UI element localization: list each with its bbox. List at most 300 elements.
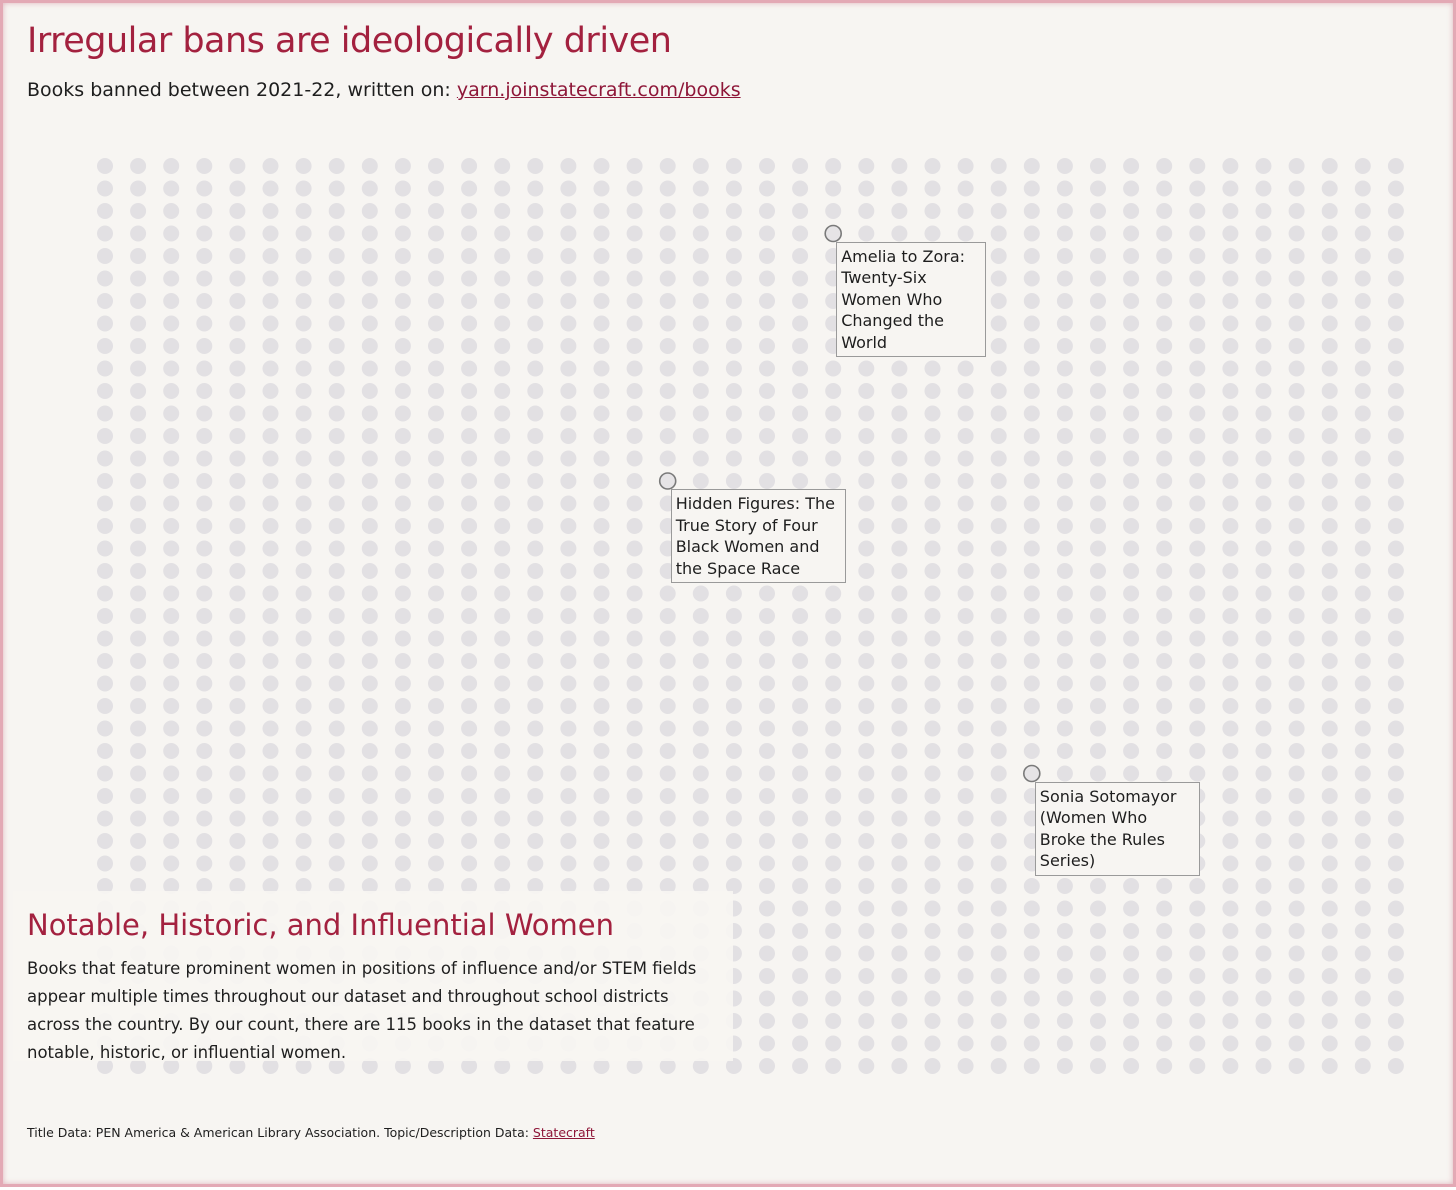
book-dot (163, 608, 179, 624)
book-dot (693, 316, 709, 332)
book-dot (925, 451, 941, 467)
book-dot (163, 766, 179, 782)
book-dot (395, 473, 411, 489)
book-dot (1024, 496, 1040, 512)
book-dot (1156, 946, 1172, 962)
book-dot (1388, 563, 1404, 579)
book-dot (925, 608, 941, 624)
book-dot (825, 361, 841, 377)
book-dot (97, 338, 113, 354)
book-dot (627, 698, 643, 714)
book-dot (395, 856, 411, 872)
book-dot (1156, 473, 1172, 489)
book-dot (1355, 586, 1371, 602)
book-dot (693, 653, 709, 669)
book-dot (825, 653, 841, 669)
book-dot (1123, 653, 1139, 669)
book-dot (362, 833, 378, 849)
book-dot (726, 586, 742, 602)
book-dot (395, 608, 411, 624)
book-dot (991, 518, 1007, 534)
book-dot (759, 923, 775, 939)
book-dot (1189, 563, 1205, 579)
book-dot (627, 316, 643, 332)
book-dot (1322, 811, 1338, 827)
book-dot (858, 631, 874, 647)
book-dot (1322, 406, 1338, 422)
book-dot (1156, 428, 1172, 444)
book-dot (494, 563, 510, 579)
book-dot (825, 158, 841, 174)
book-dot (229, 181, 245, 197)
book-dot (130, 181, 146, 197)
book-dot (362, 698, 378, 714)
book-dot (825, 406, 841, 422)
book-dot (1322, 901, 1338, 917)
book-dot (329, 383, 345, 399)
book-dot (1322, 518, 1338, 534)
book-dot (395, 181, 411, 197)
book-dot (1090, 946, 1106, 962)
book-dot (1256, 338, 1272, 354)
book-dot (263, 383, 279, 399)
book-dot (693, 631, 709, 647)
book-dot (660, 698, 676, 714)
book-dot (494, 361, 510, 377)
book-dot (163, 181, 179, 197)
book-dot (1090, 496, 1106, 512)
book-dot (1355, 721, 1371, 737)
book-dot (1289, 473, 1305, 489)
book-dot (395, 226, 411, 242)
book-dot (130, 248, 146, 264)
book-dot (527, 181, 543, 197)
book-dot (991, 811, 1007, 827)
book-dot (494, 316, 510, 332)
book-dot (1057, 923, 1073, 939)
book-dot (925, 968, 941, 984)
book-annotation: Hidden Figures: The True Story of Four Black Women and the Space Race (671, 489, 846, 583)
book-dot (263, 833, 279, 849)
book-dot (1355, 473, 1371, 489)
book-dot (1024, 946, 1040, 962)
book-dot (627, 788, 643, 804)
book-dot (693, 226, 709, 242)
book-dot (229, 316, 245, 332)
book-dot (958, 698, 974, 714)
book-dot (858, 833, 874, 849)
book-dot (560, 743, 576, 759)
book-dot (97, 608, 113, 624)
book-dot (1123, 923, 1139, 939)
book-dot (329, 518, 345, 534)
book-dot (958, 856, 974, 872)
book-dot (858, 653, 874, 669)
book-dot (229, 361, 245, 377)
book-dot (329, 788, 345, 804)
book-dot (163, 518, 179, 534)
book-dot (1156, 1036, 1172, 1052)
book-dot (759, 968, 775, 984)
book-dot (1355, 428, 1371, 444)
book-dot (1256, 428, 1272, 444)
book-dot (1123, 586, 1139, 602)
book-dot (991, 991, 1007, 1007)
book-dot (97, 271, 113, 287)
book-dot (362, 743, 378, 759)
book-dot (1189, 316, 1205, 332)
book-dot (1156, 226, 1172, 242)
book-dot (594, 698, 610, 714)
footer-link[interactable]: Statecraft (532, 1125, 595, 1140)
book-dot (1355, 361, 1371, 377)
book-dot (229, 383, 245, 399)
book-dot (527, 698, 543, 714)
book-dot (296, 518, 312, 534)
book-dot (792, 968, 808, 984)
book-dot (991, 541, 1007, 557)
book-dot (925, 586, 941, 602)
book-dot (1388, 991, 1404, 1007)
book-dot (263, 811, 279, 827)
book-dot (1355, 1058, 1371, 1074)
book-dot (1024, 226, 1040, 242)
book-dot (1156, 698, 1172, 714)
book-dot (229, 586, 245, 602)
book-dot (130, 833, 146, 849)
book-dot (825, 766, 841, 782)
book-dot (263, 473, 279, 489)
book-dot (229, 833, 245, 849)
book-dot (560, 563, 576, 579)
book-dot (726, 428, 742, 444)
book-dot (825, 473, 841, 489)
book-dot (329, 833, 345, 849)
book-dot (991, 653, 1007, 669)
book-dot (1222, 833, 1238, 849)
book-dot (1189, 721, 1205, 737)
book-dot (1189, 743, 1205, 759)
book-dot (1322, 541, 1338, 557)
book-dot (1222, 473, 1238, 489)
book-dot (329, 496, 345, 512)
book-dot (693, 383, 709, 399)
book-dot (163, 293, 179, 309)
book-dot (494, 203, 510, 219)
book-dot (726, 226, 742, 242)
book-dot (1256, 541, 1272, 557)
book-dot (925, 878, 941, 894)
book-dot (428, 563, 444, 579)
book-dot (1222, 383, 1238, 399)
book-dot (527, 586, 543, 602)
book-dot (594, 473, 610, 489)
book-dot (925, 383, 941, 399)
book-dot (958, 743, 974, 759)
book-dot (1355, 833, 1371, 849)
book-dot (1156, 721, 1172, 737)
book-dot (494, 811, 510, 827)
book-dot (1355, 991, 1371, 1007)
book-dot (229, 226, 245, 242)
book-dot (1057, 406, 1073, 422)
book-dot (726, 158, 742, 174)
book-dot (958, 563, 974, 579)
book-dot (660, 631, 676, 647)
book-dot (991, 181, 1007, 197)
book-dot (759, 1036, 775, 1052)
book-dot (527, 338, 543, 354)
book-dot (296, 406, 312, 422)
book-dot (527, 226, 543, 242)
book-dot (1024, 676, 1040, 692)
book-dot (1156, 338, 1172, 354)
book-dot (792, 631, 808, 647)
book-dot (1024, 586, 1040, 602)
book-dot (461, 721, 477, 737)
book-dot (792, 766, 808, 782)
book-dot (1322, 608, 1338, 624)
book-dot (1322, 271, 1338, 287)
book-dot (660, 856, 676, 872)
book-dot (163, 563, 179, 579)
book-dot (858, 406, 874, 422)
book-dot (428, 473, 444, 489)
book-dot (560, 766, 576, 782)
book-dot (1322, 293, 1338, 309)
book-dot (991, 878, 1007, 894)
book-dot (229, 676, 245, 692)
book-dot (1322, 428, 1338, 444)
book-dot (759, 383, 775, 399)
book-dot (991, 293, 1007, 309)
book-dot (1189, 901, 1205, 917)
book-dot (1123, 473, 1139, 489)
book-dot (362, 563, 378, 579)
book-dot (1322, 856, 1338, 872)
book-dot (1189, 518, 1205, 534)
book-dot (428, 361, 444, 377)
book-dot (991, 203, 1007, 219)
book-dot (1289, 541, 1305, 557)
book-dot (362, 766, 378, 782)
book-dot (1222, 968, 1238, 984)
book-dot (759, 586, 775, 602)
book-dot (1189, 473, 1205, 489)
book-dot (560, 293, 576, 309)
book-dot (627, 496, 643, 512)
book-dot (1222, 1013, 1238, 1029)
book-dot (1090, 923, 1106, 939)
book-dot (1123, 901, 1139, 917)
book-dot (1289, 563, 1305, 579)
book-dot (1322, 1058, 1338, 1074)
book-dot (196, 698, 212, 714)
book-dot (395, 338, 411, 354)
book-dot (693, 406, 709, 422)
book-dot (263, 496, 279, 512)
book-dot (229, 631, 245, 647)
book-dot (726, 248, 742, 264)
book-dot (1289, 811, 1305, 827)
book-dot (759, 158, 775, 174)
book-dot (1388, 181, 1404, 197)
book-dot (1123, 631, 1139, 647)
book-dot (1222, 226, 1238, 242)
book-dot (163, 158, 179, 174)
subtitle-link[interactable]: yarn.joinstatecraft.com/books (456, 79, 741, 101)
book-dot (362, 226, 378, 242)
book-dot (1322, 698, 1338, 714)
book-dot (1355, 248, 1371, 264)
book-dot (428, 743, 444, 759)
book-dot (263, 518, 279, 534)
book-dot (130, 653, 146, 669)
book-dot (527, 406, 543, 422)
book-dot (726, 743, 742, 759)
book-dot (329, 406, 345, 422)
book-dot (329, 631, 345, 647)
book-dot (1024, 608, 1040, 624)
book-dot (1123, 496, 1139, 512)
book-dot (825, 721, 841, 737)
book-dot (1355, 451, 1371, 467)
book-dot (627, 203, 643, 219)
book-dot (891, 203, 907, 219)
book-dot (296, 451, 312, 467)
book-dot (1222, 271, 1238, 287)
book-dot (958, 473, 974, 489)
book-dot (494, 698, 510, 714)
book-dot (494, 338, 510, 354)
book-dot (263, 721, 279, 737)
book-dot (925, 901, 941, 917)
book-dot (759, 248, 775, 264)
book-dot (858, 203, 874, 219)
book-dot (891, 428, 907, 444)
book-dot (925, 428, 941, 444)
book-dot (1156, 1013, 1172, 1029)
footer-text: Title Data: PEN America & American Library Association. Topic/Description Data: (27, 1125, 533, 1140)
book-dot (594, 653, 610, 669)
book-dot (296, 181, 312, 197)
book-dot (825, 451, 841, 467)
book-dot (97, 856, 113, 872)
book-dot (1322, 923, 1338, 939)
book-dot (97, 496, 113, 512)
book-dot (1057, 383, 1073, 399)
book-dot (196, 811, 212, 827)
book-dot (627, 541, 643, 557)
book-dot (395, 631, 411, 647)
book-dot (329, 316, 345, 332)
book-dot (196, 518, 212, 534)
book-dot (1256, 473, 1272, 489)
book-dot (428, 698, 444, 714)
book-dot (163, 316, 179, 332)
book-dot (693, 856, 709, 872)
book-dot (329, 181, 345, 197)
book-dot (693, 248, 709, 264)
book-dot (792, 1058, 808, 1074)
book-dot (1189, 158, 1205, 174)
book-dot (395, 541, 411, 557)
book-dot (229, 293, 245, 309)
book-dot (925, 743, 941, 759)
book-dot (296, 586, 312, 602)
book-dot (759, 1058, 775, 1074)
book-dot (263, 698, 279, 714)
book-dot (1123, 361, 1139, 377)
book-dot (428, 721, 444, 737)
book-dot (594, 586, 610, 602)
book-dot (891, 586, 907, 602)
book-dot (925, 698, 941, 714)
book-dot (693, 361, 709, 377)
book-dot (792, 361, 808, 377)
book-dot (1024, 1058, 1040, 1074)
book-dot (1355, 968, 1371, 984)
book-dot (594, 496, 610, 512)
book-dot (1189, 991, 1205, 1007)
book-dot (1222, 608, 1238, 624)
book-dot (891, 743, 907, 759)
book-dot (991, 316, 1007, 332)
book-dot (660, 203, 676, 219)
source-footer (27, 1125, 595, 1140)
book-dot (693, 586, 709, 602)
book-dot (1222, 316, 1238, 332)
book-dot (461, 406, 477, 422)
book-dot (891, 968, 907, 984)
book-dot (627, 428, 643, 444)
book-dot (229, 451, 245, 467)
book-dot (296, 383, 312, 399)
book-dot (1156, 676, 1172, 692)
book-dot (461, 541, 477, 557)
book-annotation: Amelia to Zora: Twenty-Six Women Who Changed the World (836, 242, 986, 358)
book-dot (1024, 271, 1040, 287)
book-dot (726, 856, 742, 872)
book-dot (428, 226, 444, 242)
book-dot (97, 653, 113, 669)
book-dot (925, 1058, 941, 1074)
book-dot (958, 946, 974, 962)
book-dot (660, 226, 676, 242)
book-dot (461, 158, 477, 174)
book-dot (163, 811, 179, 827)
book-dot (925, 811, 941, 827)
book-dot (1289, 631, 1305, 647)
book-dot (395, 811, 411, 827)
book-dot (1289, 293, 1305, 309)
book-dot (858, 1013, 874, 1029)
book-dot (1090, 293, 1106, 309)
book-dot (428, 428, 444, 444)
book-dot (825, 946, 841, 962)
book-dot (1090, 968, 1106, 984)
book-dot (196, 203, 212, 219)
book-dot (560, 496, 576, 512)
book-dot (660, 721, 676, 737)
section-title: Notable, Historic, and Influential Women (27, 908, 615, 942)
book-dot (296, 541, 312, 557)
book-dot (1388, 406, 1404, 422)
book-dot (296, 631, 312, 647)
book-dot (825, 811, 841, 827)
book-dot (1222, 496, 1238, 512)
book-dot (163, 271, 179, 287)
